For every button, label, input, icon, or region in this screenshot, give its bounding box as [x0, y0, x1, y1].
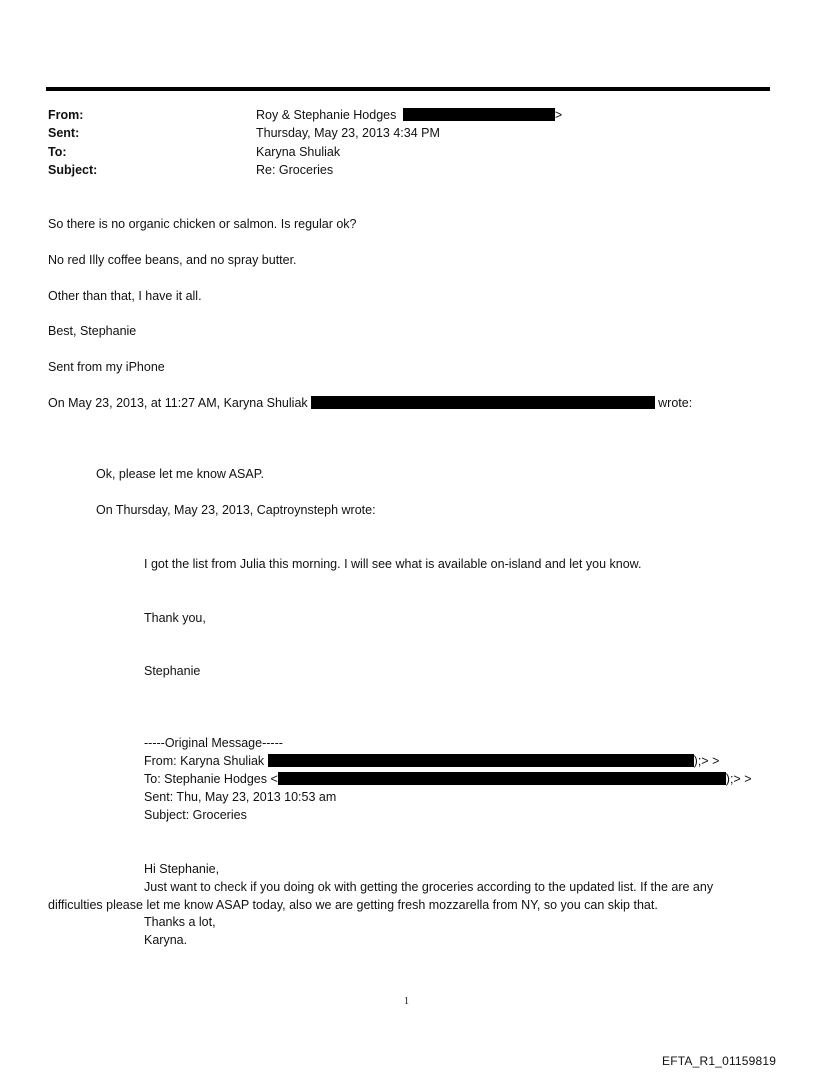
body-signoff: Best, Stephanie [48, 324, 137, 338]
original-divider: -----Original Message----- [144, 736, 283, 750]
original-from [144, 754, 719, 768]
original-signature: Karyna. [144, 933, 188, 947]
original-to-suffix: );> > [725, 772, 752, 786]
original-to-text: To: Stephanie Hodges < [144, 772, 278, 786]
reply-line-1: Ok, please let me know ASAP. [96, 467, 264, 481]
to-value: Karyna Shuliak [256, 145, 341, 159]
body-line-1: So there is no organic chicken or salmon. Is regular ok? [48, 217, 357, 231]
sent-label: Sent: [48, 126, 80, 140]
redaction-block [311, 396, 655, 409]
quote-intro-text: On May 23, 2013, at 11:27 AM, Karyna Shuliak [48, 396, 308, 410]
original-greeting: Hi Stephanie, [144, 862, 220, 876]
body-sent-from: Sent from my iPhone [48, 360, 165, 374]
body-line-2: No red Illy coffee beans, and no spray butter. [48, 253, 297, 267]
document-id: EFTA_R1_01159819 [662, 1054, 777, 1068]
nested-line-3: Stephanie [144, 664, 201, 678]
original-para-a: Just want to check if you doing ok with getting the groceries according to the updated list. If the are any [144, 880, 714, 894]
page-number: 1 [404, 996, 409, 1007]
body-line-3: Other than that, I have it all. [48, 289, 202, 303]
header-divider [46, 87, 770, 91]
angle-bracket: > [554, 108, 563, 122]
from-label: From: [48, 108, 84, 122]
original-from-text: From: Karyna Shuliak [144, 754, 265, 768]
redaction-block [403, 108, 555, 121]
redaction-block [278, 772, 726, 785]
original-para-b: difficulties please let me know ASAP today, also we are getting fresh mozzarella from NY, so you can skip that. [48, 898, 658, 912]
from-name: Roy & Stephanie Hodges [256, 108, 397, 122]
original-thanks: Thanks a lot, [144, 915, 216, 929]
reply-line-2: On Thursday, May 23, 2013, Captroynsteph wrote: [96, 503, 376, 517]
subject-value: Re: Groceries [256, 163, 334, 177]
nested-line-2: Thank you, [144, 611, 206, 625]
original-sent: Sent: Thu, May 23, 2013 10:53 am [144, 790, 337, 804]
quote-intro [48, 396, 692, 410]
original-subject: Subject: Groceries [144, 808, 247, 822]
original-to [144, 772, 752, 786]
quote-intro-suffix: wrote: [658, 396, 693, 410]
from-value [256, 108, 562, 122]
subject-label: Subject: [48, 163, 98, 177]
original-from-suffix: );> > [693, 754, 720, 768]
nested-line-1: I got the list from Julia this morning. I will see what is available on-island and let you know. [144, 557, 642, 571]
redaction-block [268, 754, 694, 767]
sent-value: Thursday, May 23, 2013 4:34 PM [256, 126, 440, 140]
to-label: To: [48, 145, 67, 159]
